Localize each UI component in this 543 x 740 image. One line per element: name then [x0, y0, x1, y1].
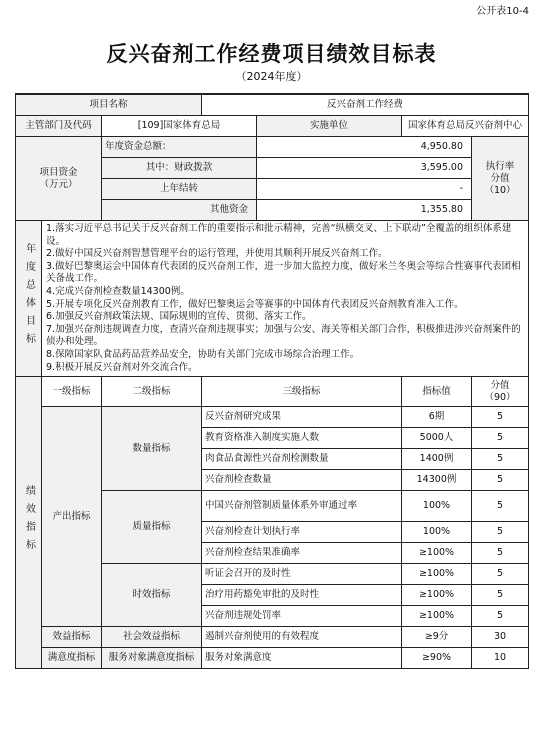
department-value: [109]国家体育总局 — [102, 116, 257, 137]
indicator-score: 5 — [472, 606, 529, 627]
implementing-unit-value: 国家体育总局反兴奋剂中心 — [402, 116, 529, 137]
benefit-indicator-label: 效益指标 — [42, 627, 102, 648]
project-name-label: 项目名称 — [16, 94, 202, 116]
output-indicator-label: 产出指标 — [42, 407, 102, 627]
indicator-value: 14300例 — [402, 470, 472, 491]
header-value: 指标值 — [402, 377, 472, 407]
indicator-score: 5 — [472, 428, 529, 449]
indicator-name: 中国兴奋剂管制质量体系外审通过率 — [202, 491, 402, 522]
indicator-name: 遏制兴奋剂使用的有效程度 — [202, 627, 402, 648]
indicator-value: 1400例 — [402, 449, 472, 470]
service-satisfaction-label: 服务对象满意度指标 — [102, 648, 202, 669]
page-subtitle: （2024年度） — [235, 70, 308, 83]
indicator-value: ≥100% — [402, 606, 472, 627]
goal-item: 7.加强兴奋剂违规调查力度，查清兴奋剂违规事实；加强与公安、海关等相关部门合作，积极推进涉兴奋剂案件的侦办和处理。 — [46, 323, 521, 348]
indicator-value: 6期 — [402, 407, 472, 428]
indicator-row — [16, 627, 529, 648]
indicator-score: 5 — [472, 564, 529, 585]
indicator-name: 听证会召开的及时性 — [202, 564, 402, 585]
indicator-value: ≥100% — [402, 564, 472, 585]
implementing-unit-label: 实施单位 — [257, 116, 402, 137]
performance-indicators-label: 绩效指标 — [16, 377, 42, 669]
funds-fiscal-label: 其中：财政拨款 — [102, 158, 257, 179]
annual-goal-row — [16, 221, 529, 377]
goal-item: 6.加强反兴奋剂政策法规、国际规则的宣传、贯彻、落实工作。 — [46, 311, 312, 323]
goal-item: 3.做好巴黎奥运会中国体育代表团的反兴奋剂工作，进一步加大监控力度，做好米兰冬奥会等综合性赛事代表团相关备战工作。 — [46, 260, 521, 285]
indicator-score: 10 — [472, 648, 529, 669]
funds-row-total — [16, 137, 529, 158]
indicator-score: 5 — [472, 585, 529, 606]
indicator-value: ≥90% — [402, 648, 472, 669]
quantity-indicator-label: 数量指标 — [102, 407, 202, 491]
execution-rate-score — [472, 137, 529, 221]
indicator-row — [16, 407, 529, 428]
indicator-name: 兴奋剂检查结果准确率 — [202, 543, 402, 564]
funds-carryover-value: - — [257, 179, 472, 200]
execution-score-value: （10） — [484, 184, 516, 196]
indicator-score: 5 — [472, 407, 529, 428]
goal-item: 1.落实习近平总书记关于反兴奋剂工作的重要指示和批示精神，完善“纵横交叉、上下联动”全覆盖的组织体系建设。 — [46, 223, 512, 247]
goal-item: 2.做好中国反兴奋剂智慧管理平台的运行管理，并使用其顺利开展反兴奋剂工作。 — [46, 248, 388, 260]
project-name-row — [16, 94, 529, 116]
indicator-row — [16, 648, 529, 669]
annual-goal-label: 年度总体目标 — [16, 221, 42, 377]
execution-score-label: 分值 — [490, 172, 510, 184]
header-level2: 二级指标 — [102, 377, 202, 407]
indicator-score: 30 — [472, 627, 529, 648]
funds-total-label: 年度资金总额： — [102, 137, 257, 158]
indicator-score: 5 — [472, 491, 529, 522]
header-score-line2: （90） — [484, 391, 516, 403]
project-funds-label-line1: 项目资金 — [39, 166, 78, 178]
header-level1: 一级指标 — [42, 377, 102, 407]
goal-item: 8.保障国家队食品药品营养品安全，协助有关部门完成市场综合治理工作。 — [46, 348, 360, 360]
indicator-value: ≥9分 — [402, 627, 472, 648]
header-score — [472, 377, 529, 407]
indicator-score: 5 — [472, 543, 529, 564]
timeliness-indicator-label: 时效指标 — [102, 564, 202, 627]
satisfaction-indicator-label: 满意度指标 — [42, 648, 102, 669]
page-title: 反兴奋剂工作经费项目绩效目标表 — [106, 42, 437, 66]
indicator-header-row — [16, 377, 529, 407]
social-benefit-label: 社会效益指标 — [102, 627, 202, 648]
annual-goal-content — [42, 221, 529, 377]
indicator-value: 5000人 — [402, 428, 472, 449]
department-label: 主管部门及代码 — [16, 116, 102, 137]
goal-item: 5.开展专项化反兴奋剂教育工作，做好巴黎奥运会等赛事的中国体育代表团反兴奋剂教育准入工作。 — [46, 298, 464, 310]
indicator-name: 教育资格准入制度实施人数 — [202, 428, 402, 449]
indicator-score: 5 — [472, 449, 529, 470]
funds-carryover-label: 上年结转 — [102, 179, 257, 200]
indicator-value: 100% — [402, 522, 472, 543]
form-number: 公开表10-4 — [476, 6, 529, 17]
indicator-name: 服务对象满意度 — [202, 648, 402, 669]
indicator-value: ≥100% — [402, 585, 472, 606]
funds-other-value: 1,355.80 — [257, 200, 472, 221]
indicator-name: 兴奋剂检查计划执行率 — [202, 522, 402, 543]
goal-item: 4.完成兴奋剂检查数量14300例。 — [46, 285, 190, 297]
indicator-name: 兴奋剂违规处罚率 — [202, 606, 402, 627]
indicator-name: 兴奋剂检查数量 — [202, 470, 402, 491]
funds-other-label: 其他资金 — [102, 200, 257, 221]
funds-total-value: 4,950.80 — [257, 137, 472, 158]
indicator-name: 肉食品食源性兴奋剂检测数量 — [202, 449, 402, 470]
indicator-value: ≥100% — [402, 543, 472, 564]
quality-indicator-label: 质量指标 — [102, 491, 202, 564]
department-row — [16, 116, 529, 137]
header-score-line1: 分值 — [490, 379, 510, 391]
goal-item: 9.积极开展反兴奋剂对外交流合作。 — [46, 361, 198, 373]
project-name-value: 反兴奋剂工作经费 — [202, 94, 529, 116]
project-funds-label — [16, 137, 102, 221]
indicator-score: 5 — [472, 522, 529, 543]
indicator-name: 反兴奋剂研究成果 — [202, 407, 402, 428]
indicator-score: 5 — [472, 470, 529, 491]
performance-target-table — [15, 93, 529, 669]
project-funds-label-line2: （万元） — [39, 178, 78, 190]
header-level3: 三级指标 — [202, 377, 402, 407]
indicator-name: 治疗用药豁免审批的及时性 — [202, 585, 402, 606]
indicator-value: 100% — [402, 491, 472, 522]
funds-fiscal-value: 3,595.00 — [257, 158, 472, 179]
execution-rate-label: 执行率 — [485, 160, 515, 172]
